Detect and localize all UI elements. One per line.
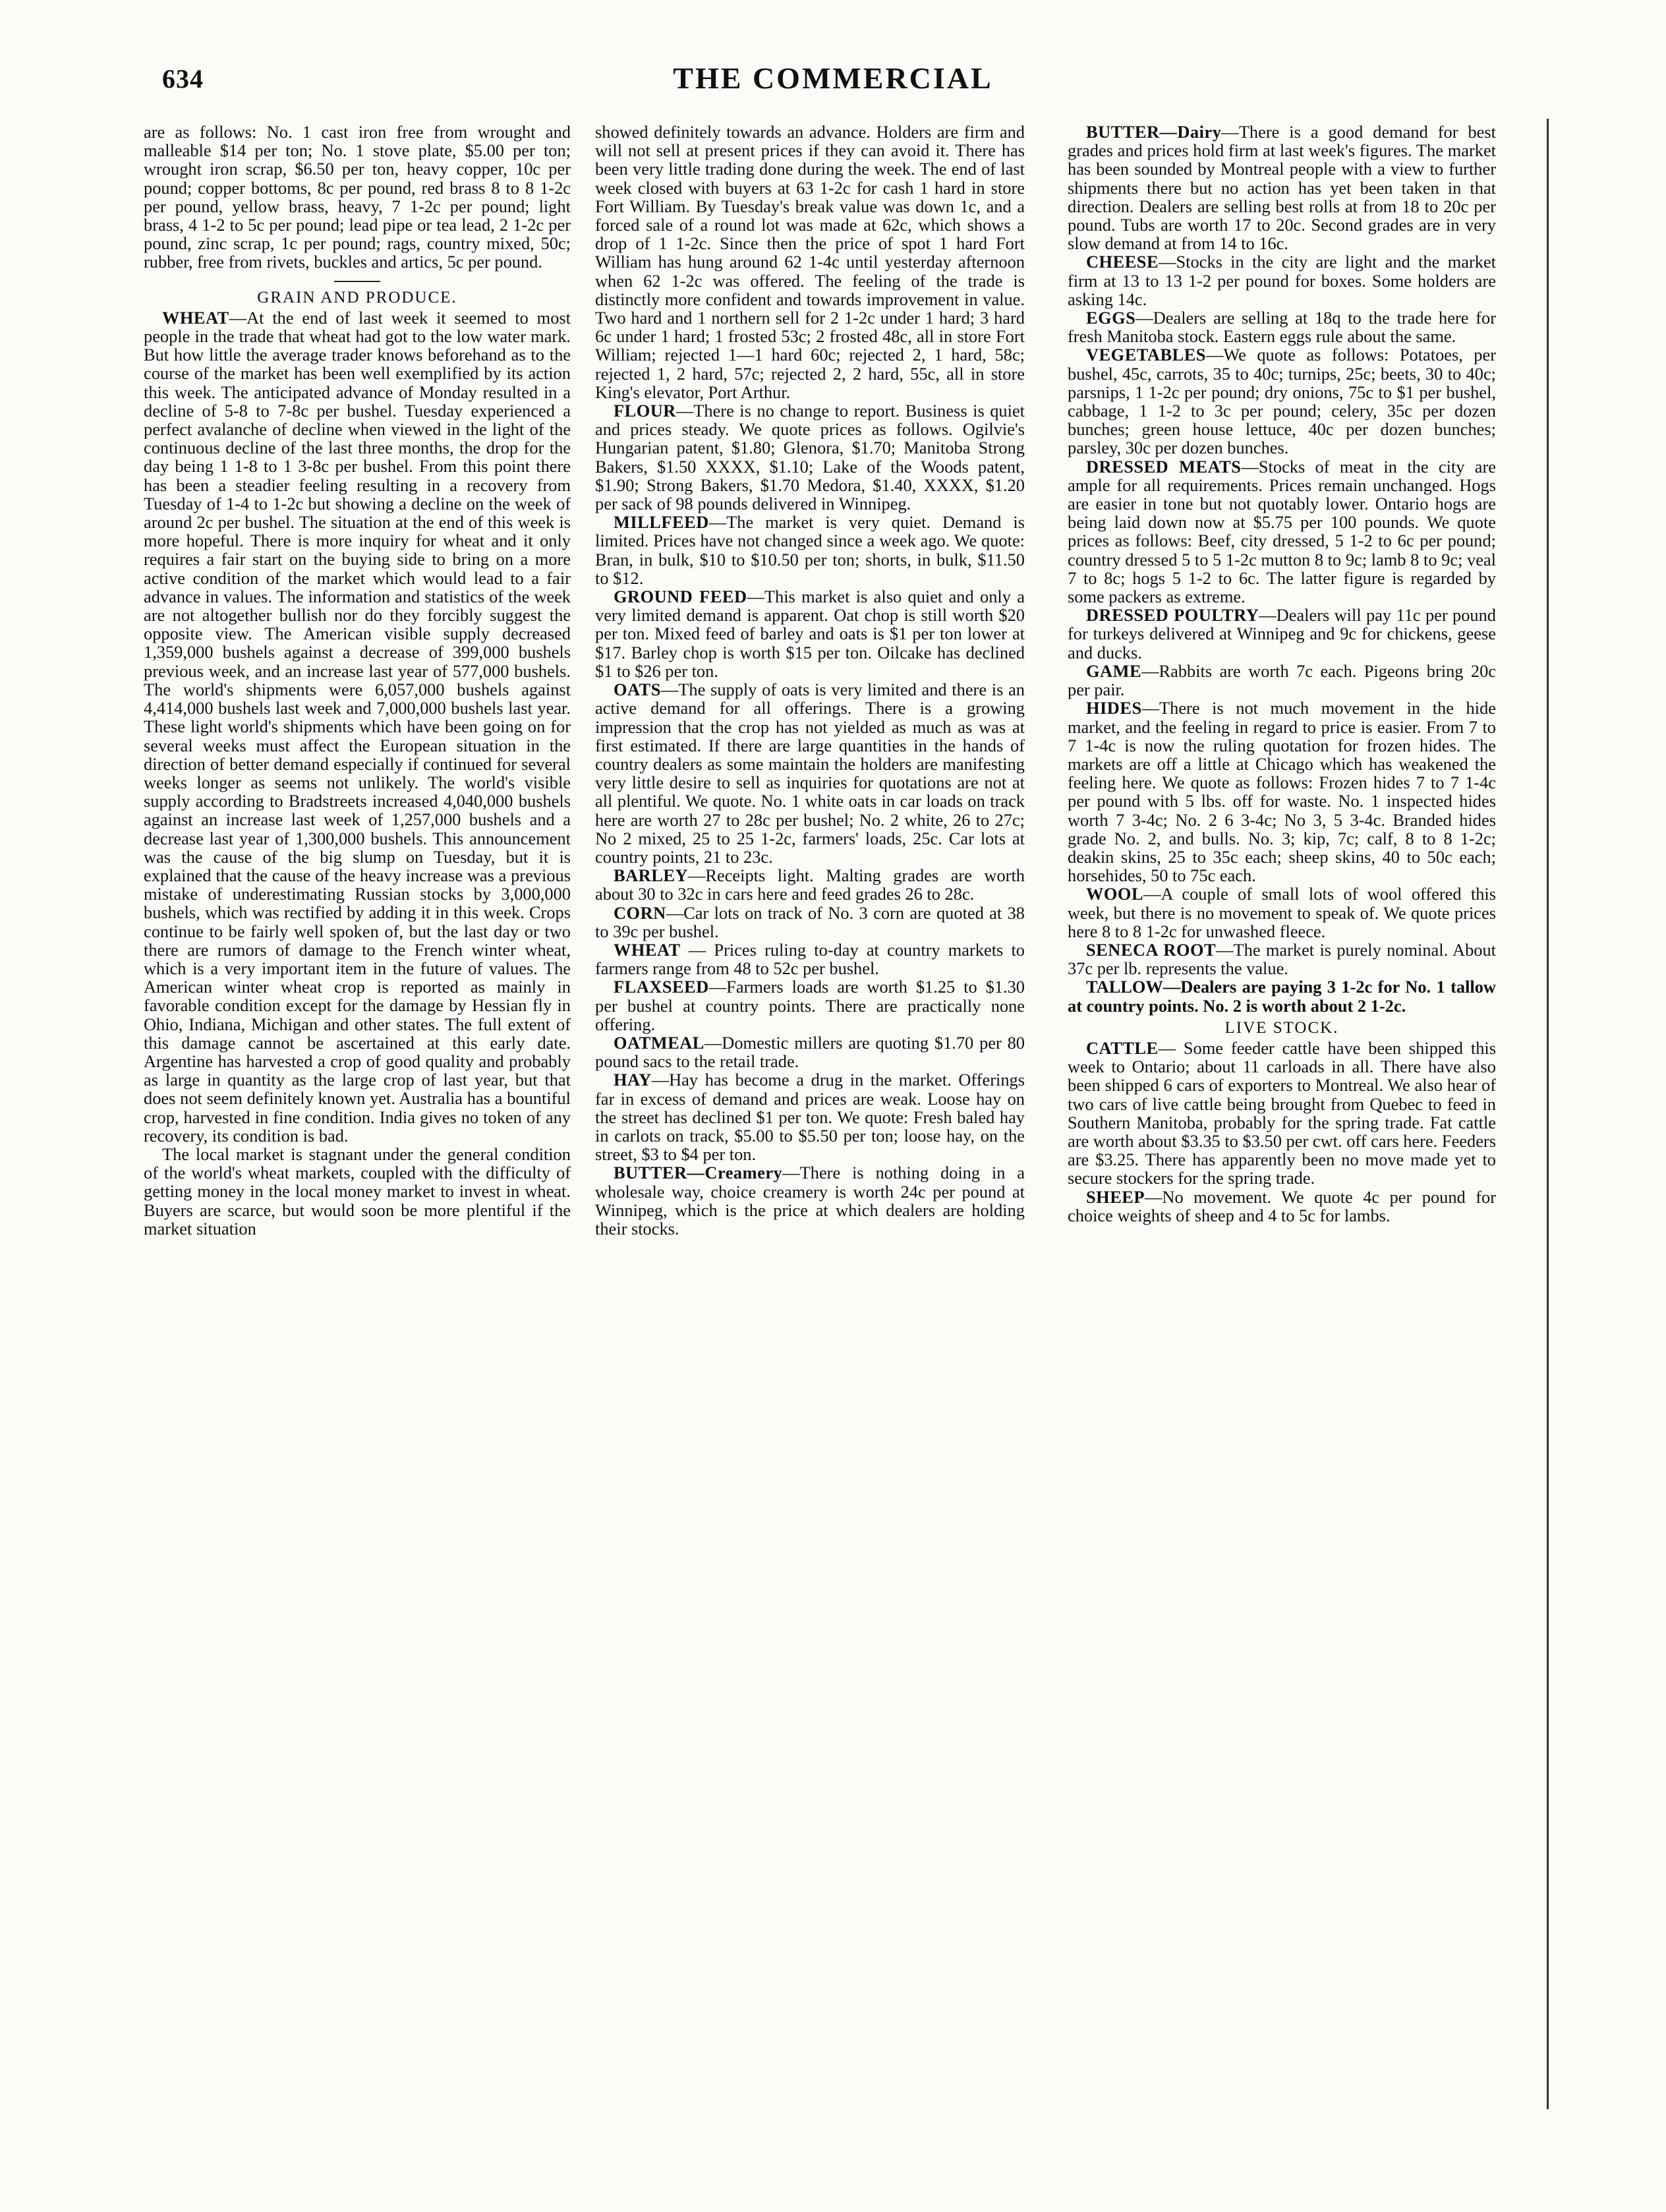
seneca-root-text: —The market is purely nominal. About 37c per lb. represents the value. bbox=[1068, 939, 1496, 979]
barley-paragraph bbox=[595, 866, 1025, 903]
cattle-keyword: CATTLE bbox=[1086, 1037, 1159, 1058]
wheat-continued-paragraph: showed definitely towards an advance. Holders are firm and will not sell at present prices if they can avoid it. There has been very little trading done during the week. The end of last week closed with buyers at 63 1-2c for cash 1 hard in store Fort William. By Tuesday's break value was down 1c, and a forced sale of a round lot was made at 62c, which shows a drop of 1 1-2c. Since then the price of spot 1 hard Fort William has hung around 62 1-4c until yesterday afternoon when 62 1-2c was offered. The feeling of the trade is distinctly more confident and towards improvement in value. Two hard and 1 northern sell for 2 1-2c under 1 hard; 3 hard 6c under 1 hard; 1 frosted 53c; 2 frosted 48c, all in store Fort William; rejected 1—1 hard 60c; rejected 2, 1 hard, 58c; rejected 1, 2 hard, 57c; rejected 2, 2 hard, 55c, all in store King's elevator, Port Arthur. bbox=[595, 123, 1025, 402]
oatmeal-text: —Domestic millers are quoting $1.70 per 80 pound sacs to the retail trade. bbox=[595, 1032, 1025, 1072]
cheese-text: —Stocks in the city are light and the market firm at 13 to 13 1-2 per pound for boxes. Some holders are asking 14c. bbox=[1068, 252, 1496, 309]
grain-produce-heading: GRAIN AND PRODUCE. bbox=[257, 288, 457, 306]
page-number: 634 bbox=[162, 64, 204, 94]
masthead-title: THE COMMERCIAL bbox=[673, 61, 993, 95]
eggs-paragraph bbox=[1068, 308, 1496, 345]
flour-keyword: FLOUR bbox=[614, 401, 676, 421]
butter-creamery-paragraph bbox=[595, 1163, 1025, 1238]
vegetables-paragraph bbox=[1068, 345, 1496, 457]
column-middle bbox=[595, 123, 1025, 2100]
tallow-paragraph: TALLOW—Dealers are paying 3 1-2c for No. 1 tallow at country points. No. 2 is worth about 2 1-2c. bbox=[1068, 977, 1496, 1016]
eggs-keyword: EGGS bbox=[1086, 308, 1136, 328]
dressed-meats-text: —Stocks of meat in the city are ample for all requirements. Prices remain unchanged. Hogs are easier in tone but not quotably lower. Ontario hogs are being laid down now at $5.75 per 100 pounds. We quote prices as follows: Beef, city dressed, 5 1-2 to 6c per pound; country dressed 5 to 5 1-2c mutton 8 to 9c; lamb 8 to 9c; veal 7 to 8c; hogs 5 1-2 to 6c. The latter figure is regarded by some packers as extreme. bbox=[1068, 456, 1496, 607]
butter-dairy-paragraph bbox=[1068, 123, 1496, 252]
page-edge-line bbox=[1547, 119, 1549, 2109]
oatmeal-keyword: OATMEAL bbox=[614, 1032, 704, 1053]
barley-keyword: BARLEY bbox=[614, 865, 688, 886]
dressed-meats-keyword: DRESSED MEATS bbox=[1086, 456, 1242, 477]
oats-paragraph bbox=[595, 680, 1025, 866]
butter-creamery-text: —There is nothing doing in a wholesale way, choice creamery is worth 24c per pound at Winnipeg, which is the price at which dealers are holding their stocks. bbox=[595, 1163, 1025, 1238]
scrap-metal-paragraph: are as follows: No. 1 cast iron free from wrought and malleable $14 per ton; No. 1 stove plate, $5.00 per ton; wrought iron scrap, $6.50 per ton, heavy copper, 10c per pound; copper bottoms, 8c per pound, red brass 8 to 8 1-2c per pound, yellow brass, heavy, 7 1-2c per pound; light brass, 4 1-2 to 5c per pound; lead pipe or tea lead, 2 1-2c per pound, zinc scrap, 1c per pound; rags, country mixed, 50c; rubber, free from rivets, buckles and artics, 5c per pound. bbox=[144, 123, 571, 272]
flour-paragraph bbox=[595, 401, 1025, 513]
sheep-paragraph bbox=[1068, 1188, 1496, 1225]
flaxseed-text: —Farmers loads are worth $1.25 to $1.30 per bushel at country points. There are practically none offering. bbox=[595, 977, 1025, 1034]
column-right bbox=[1068, 123, 1496, 2100]
flaxseed-paragraph bbox=[595, 977, 1025, 1033]
dressed-poultry-keyword: DRESSED POULTRY bbox=[1086, 605, 1259, 626]
game-paragraph bbox=[1068, 662, 1496, 699]
corn-keyword: CORN bbox=[614, 902, 666, 923]
seneca-root-paragraph bbox=[1068, 941, 1496, 977]
oats-text: —The supply of oats is very limited and there is an active demand for all offerings. There is a growing impression that the crop has not yielded as much as was at first estimated. If there are large quantities in the hands of country dealers as some maintain the holders are manifesting very little desire to sell as inquiries for quotations are not at all plentiful. We quote. No. 1 white oats in car loads on track here are worth 27 to 28c per bushel; No. 2 white, 26 to 27c; No 2 mixed, 25 to 25 1-2c, farmers' loads, 25c. Car lots at country points, 21 to 23c. bbox=[595, 680, 1025, 867]
dressed-meats-paragraph bbox=[1068, 457, 1496, 606]
dressed-poultry-text: —Dealers will pay 11c per pound for turkeys delivered at Winnipeg and 9c for chickens, geese and ducks. bbox=[1068, 605, 1496, 662]
butter-dairy-text: —There is a good demand for best grades and prices hold firm at last week's figures. The market has been sounded by Montreal people with a view to further shipments there but no action has yet been taken in that direction. Dealers are selling best rolls at from 18 to 20c per pound. Tubs are worth 17 to 20c. Second grades are in very slow demand at from 14 to 16c. bbox=[1068, 123, 1496, 254]
wool-paragraph bbox=[1068, 885, 1496, 941]
oats-keyword: OATS bbox=[614, 680, 661, 700]
seneca-root-keyword: SENECA ROOT bbox=[1086, 939, 1217, 960]
ground-feed-paragraph bbox=[595, 587, 1025, 680]
cattle-text: — Some feeder cattle have been shipped this week to Ontario; about 11 carloads in all. There have also been shipped 6 cars of exporters to Montreal. We also hear of two cars of live cattle being brought from Quebec to feed in Southern Manitoba, probably for the spring trade. Fat cattle are worth about $3.35 to $3.50 per cwt. off cars here. Feeders are $3.25. There has apparently been no move made yet to secure stockers for the spring trade. bbox=[1068, 1037, 1496, 1188]
game-keyword: GAME bbox=[1086, 660, 1142, 681]
sheep-keyword: SHEEP bbox=[1086, 1186, 1145, 1207]
millfeed-keyword: MILLFEED bbox=[614, 512, 709, 533]
hay-text: —Hay has become a drug in the market. Offerings far in excess of demand and prices are weak. Loose hay on the street has declined $1 per ton. We quote: Fresh baled hay in carlots on track, $5.00 to $5.50 per ton; loose hay, on the street, $3 to $4 per ton. bbox=[595, 1070, 1025, 1165]
cheese-paragraph bbox=[1068, 252, 1496, 308]
vegetables-text: —We quote as follows: Potatoes, per bushel, 45c, carrots, 35 to 40c; turnips, 25c; beets, 30 to 40c; parsnips, 1 1-2c per pound; dry onions, 75c to $1 per bushel, cabbage, 1 1-2 to 3c per pound; celery, 35c per dozen bunches; green house lettuce, 40c per dozen bunches; parsley, 30c per dozen bunches. bbox=[1068, 345, 1496, 458]
local-market-paragraph: The local market is stagnant under the general condition of the world's wheat markets, coupled with the difficulty of getting money in the local money market to invest in wheat. Buyers are scarce, but would soon be more plentiful if the market situation bbox=[144, 1144, 571, 1238]
wheat-text: —At the end of last week it seemed to most people in the trade that wheat had got to the low water mark. But how little the average trader knows beforehand as to the course of the market has been well exemplified by its action this week. The anticipated advance of Monday resulted in a decline of 5-8 to 7-8c per bushel. Tuesday experienced a perfect avalanche of decline when viewed in the light of the continuous decline of the last three months, the drop for the day being 1 1-8 to 1 3-8c per bushel. From this point there has been a steadier feeling resulting in a recovery from Tuesday of 1-4 to 1-2c but showing a decline on the week of around 2c per bushel. The situation at the end of this week is more hopeful. There is more inquiry for wheat and it only requires a fair start on the buying side to bring on a more active condition of the market which would lead to a fair advance in values. The information and statistics of the week are not altogether bullish nor do they forcibly suggest the opposite view. The American visible supply decreased 1,359,000 bushels against a decrease of 399,000 bushels previous week, and an increase last year of 577,000 bushels. The world's shipments were 6,057,000 bushels against 4,414,000 bushels last week and 7,000,000 bushels last year. These light world's shipments which have been going on for several weeks must affect the European situation in the direction of better demand especially if continued for several weeks longer as seems not unlikely. The world's visible supply according to Bradstreets increased 4,040,000 bushels against an increase last week of 1,257,000 bushels and a decrease last year of 1,300,000 bushels. This announcement was the cause of the big slump on Tuesday, but it is explained that the cause of the heavy increase was a previous mistake of underestimating Russian stocks by 3,000,000 bushels, which was rectified by adding it in this week. Crops continue to be fairly well spoken of, but the last day or two there are rumors of damage to the French winter wheat, which is a very important item in the future of values. The American winter wheat crop is reported as mainly in favorable condition except for the damage by Hessian fly in Ohio, Indiana, Michigan and other states. The full extent of this damage cannot be ascertained at this early date. Argentine has harvested a crop of good quality and probably as large in quantity as the large crop of last year, but that does not seem definitely known yet. Australia has a bountiful crop, harvested in fine condition. India gives no token of any recovery, its condition is bad. bbox=[144, 307, 571, 1146]
wheat-country-paragraph bbox=[595, 941, 1025, 977]
corn-paragraph bbox=[595, 904, 1025, 941]
live-stock-heading: LIVE STOCK. bbox=[1224, 1018, 1339, 1037]
wheat-country-text: — Prices ruling to-day at country markets to farmers range from 48 to 52c per bushel. bbox=[595, 939, 1025, 979]
ground-feed-text: —This market is also quiet and only a very limited demand is apparent. Oat chop is still worth $20 per ton. Mixed feed of barley and oats is $1 per ton lower at $17. Barley chop is worth $15 per ton. Oilcake has declined $1 to $26 per ton. bbox=[595, 587, 1025, 681]
millfeed-text: —The market is very quiet. Demand is limited. Prices have not changed since a week ago. We quote: Bran, in bulk, $10 to $10.50 per ton; shorts, in bulk, $11.50 to $12. bbox=[595, 512, 1025, 588]
butter-creamery-keyword: BUTTER—Creamery bbox=[614, 1163, 783, 1183]
flaxseed-keyword: FLAXSEED bbox=[614, 977, 709, 997]
butter-dairy-keyword: BUTTER—Dairy bbox=[1086, 123, 1222, 142]
wheat-paragraph bbox=[144, 308, 571, 1145]
barley-text: —Receipts light. Malting grades are worth about 30 to 32c in cars here and feed grades 26 to 28c. bbox=[595, 865, 1025, 904]
wheat-keyword: WHEAT bbox=[162, 307, 229, 328]
hay-paragraph bbox=[595, 1070, 1025, 1163]
sheep-text: —No movement. We quote 4c per pound for choice weights of sheep and 4 to 5c for lambs. bbox=[1068, 1186, 1496, 1225]
hay-keyword: HAY bbox=[614, 1070, 652, 1090]
eggs-text: —Dealers are selling at 18q to the trade here for fresh Manitoba stock. Eastern eggs rule about the same. bbox=[1068, 308, 1496, 347]
wheat-country-keyword: WHEAT bbox=[614, 939, 681, 960]
flour-text: —There is no change to report. Business is quiet and prices steady. We quote prices as follows. Ogilvie's Hungarian patent, $1.80; Glenora, $1.70; Manitoba Strong Bakers, $1.50 XXXX, $1.10; Lake of the Woods patent, $1.90; Strong Bakers, $1.70 Medora, $1.40, XXXX, $1.20 per sack of 98 pounds delivered in Winnipeg. bbox=[595, 401, 1025, 514]
cheese-keyword: CHEESE bbox=[1086, 252, 1159, 272]
millfeed-paragraph bbox=[595, 513, 1025, 587]
section-divider bbox=[334, 281, 380, 282]
cattle-paragraph bbox=[1068, 1039, 1496, 1188]
hides-keyword: HIDES bbox=[1086, 698, 1142, 718]
vegetables-keyword: VEGETABLES bbox=[1086, 345, 1206, 365]
corn-text: —Car lots on track of No. 3 corn are quoted at 38 to 39c per bushel. bbox=[595, 902, 1025, 941]
column-left bbox=[144, 123, 571, 2100]
oatmeal-paragraph bbox=[595, 1033, 1025, 1070]
hides-text: —There is not much movement in the hide market, and the feeling in regard to price is easier. From 7 to 7 1-4c is now the ruling quotation for frozen hides. The markets are off a little at Chicago which has weakened the feeling here. We quote as follows: Frozen hides 7 to 7 1-4c per pound with 5 lbs. off for waste. No. 1 inspected hides worth 7 3-4c; No. 2 6 3-4c; No 3, 5 3-4c. Branded hides grade No. 2, and bulls. No. 3; kip, 7c; calf, 8 to 8 1-2c; deakin skins, 25 to 35c each; sheep skins, 40 to 50c each; horsehides, 50 to 75c each. bbox=[1068, 698, 1496, 886]
ground-feed-keyword: GROUND FEED bbox=[614, 587, 747, 607]
wool-keyword: WOOL bbox=[1086, 884, 1144, 904]
wool-text: —A couple of small lots of wool offered this week, but there is no movement to speak of. We quote prices here 8 to 8 1-2c for unwashed fleece. bbox=[1068, 884, 1496, 941]
hides-paragraph bbox=[1068, 699, 1496, 885]
game-text: —Rabbits are worth 7c each. Pigeons bring 20c per pair. bbox=[1068, 660, 1496, 700]
dressed-poultry-paragraph bbox=[1068, 606, 1496, 662]
